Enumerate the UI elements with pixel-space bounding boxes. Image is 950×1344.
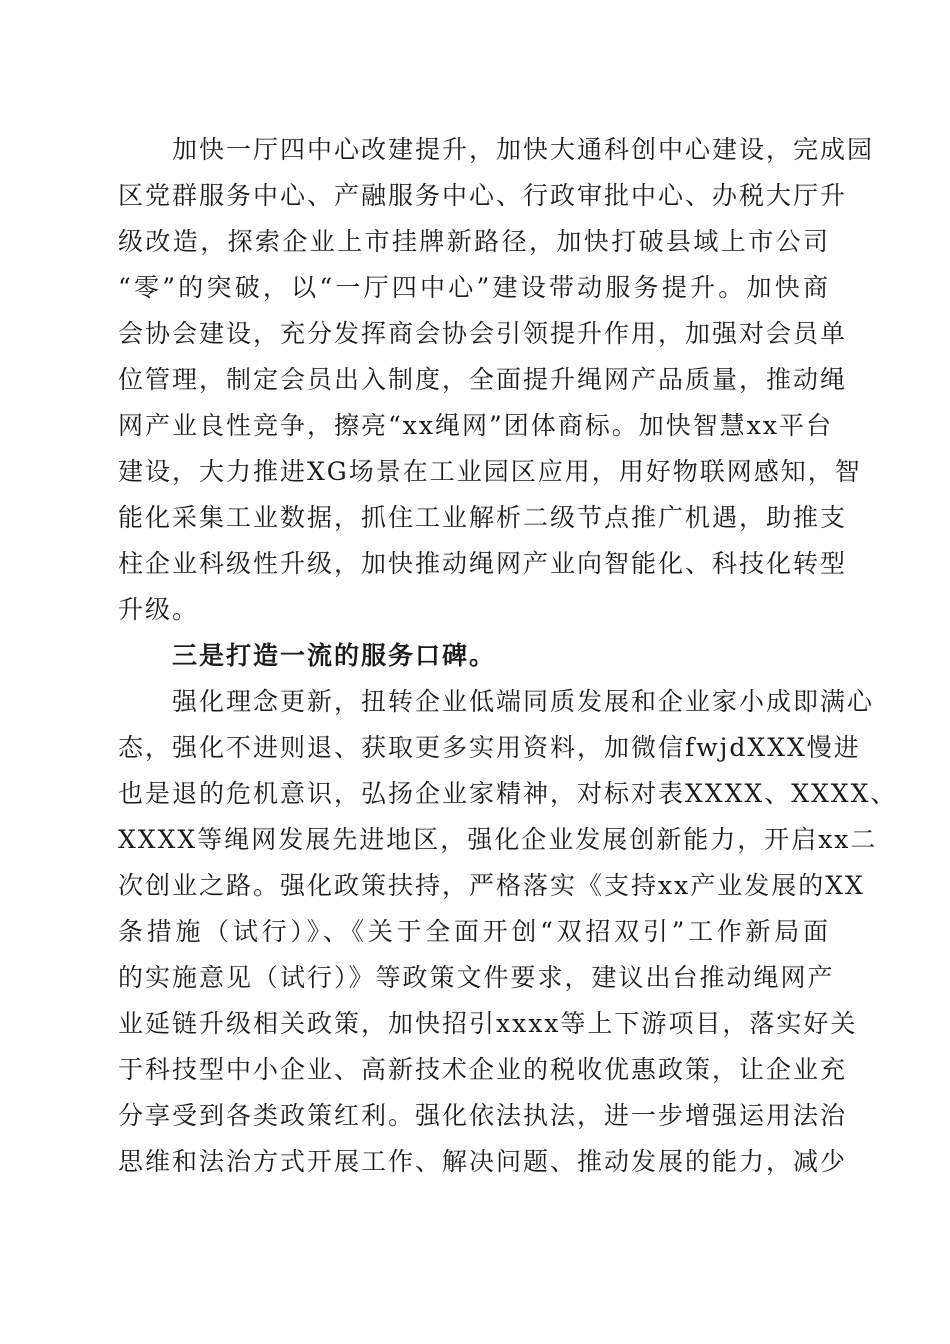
paragraph-2-line-4: XXXX等绳网发展先进地区，强化企业发展创新能力，开启xx二: [118, 825, 878, 854]
paragraph-2-line-8: 业延链升级相关政策，加快招引xxxx等上下游项目，落实好关: [118, 1009, 858, 1038]
paragraph-1-line-1: 加快一厅四中心改建提升，加快大通科创中心建设，完成园: [118, 135, 875, 164]
paragraph-1-line-7: 网产业良性竞争，擦亮“xx绳网”团体商标。加快智慧xx平台: [118, 411, 833, 440]
paragraph-2-line-5: 次创业之路。强化政策扶持，严格落实《支持xx产业发展的XX: [118, 871, 865, 900]
paragraph-1-line-4: “零”的突破，以“一厅四中心”建设带动服务提升。加快商: [118, 273, 830, 302]
paragraph-2-line-9: 于科技型中小企业、高新技术企业的税收优惠政策，让企业充: [118, 1055, 848, 1084]
paragraph-2-line-7: 的实施意见（试行）》等政策文件要求，建议出台推动绳网产: [118, 963, 835, 992]
paragraph-1-line-8: 建设，大力推进XG场景在工业园区应用，用好物联网感知，智: [118, 457, 862, 486]
paragraph-2-line-11: 思维和法治方式开展工作、解决问题、推动发展的能力，减少: [118, 1147, 848, 1176]
paragraph-2-line-2: 态，强化不进则退、获取更多实用资料，加微信fwjdXXX慢进: [118, 733, 861, 762]
paragraph-1-line-2: 区党群服务中心、产融服务中心、行政审批中心、办税大厅升: [118, 181, 848, 210]
paragraph-1-line-11: 升级。: [118, 595, 200, 624]
paragraph-1-line-10: 柱企业科级性升级，加快推动绳网产业向智能化、科技化转型: [118, 549, 848, 578]
paragraph-2-line-1: 强化理念更新，扭转企业低端同质发展和企业家小成即满心: [118, 687, 875, 716]
paragraph-1-line-5: 会协会建设，充分发挥商会协会引领提升作用，加强对会员单: [118, 319, 848, 348]
paragraph-1-line-3: 级改造，探索企业上市挂牌新路径，加快打破县域上市公司: [118, 227, 830, 256]
paragraph-1-line-9: 能化采集工业数据，抓住工业解析二级节点推广机遇，助推支: [118, 503, 848, 532]
paragraph-2-line-6: 条措施（试行）》、《关于全面开创“双招双引”工作新局面: [118, 917, 830, 946]
paragraph-2-line-3: 也是退的危机意识，弘扬企业家精神，对标对表XXXX、XXXX、: [118, 779, 898, 808]
section-heading: 三是打造一流的服务口碑。: [118, 641, 497, 670]
paragraph-2-line-10: 分享受到各类政策红利。强化依法执法，进一步增强运用法治: [118, 1101, 848, 1130]
paragraph-1-line-6: 位管理，制定会员出入制度，全面提升绳网产品质量，推动绳: [118, 365, 848, 394]
